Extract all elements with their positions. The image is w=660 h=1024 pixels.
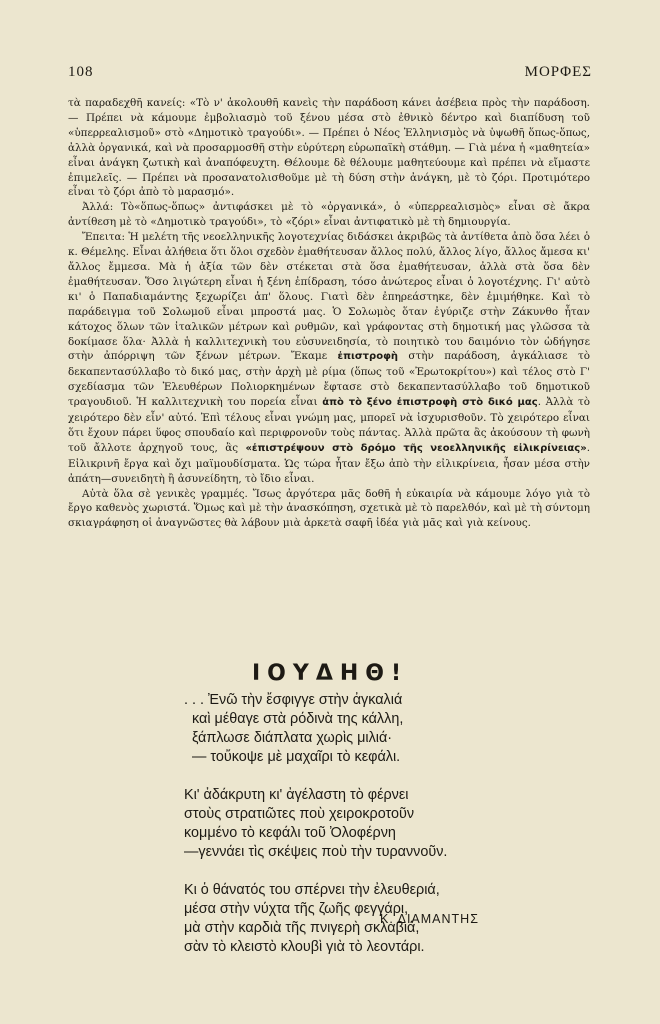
poem-line: σὰν τὸ κλειστὸ κλουβὶ γιὰ τὸ λεοντάρι. — [184, 939, 425, 955]
emphasized-text: ἐπιστροφὴ — [337, 351, 399, 363]
journal-title: ΜΟΡΦΕΣ — [524, 64, 592, 80]
article-body — [68, 96, 590, 531]
running-header — [68, 64, 592, 81]
poem-line: Κι ὁ θάνατός του σπέρνει τὴν ἐλευθεριά, — [184, 882, 440, 898]
paragraph-text: τὰ παραδεχθῆ κανείς: «Τὸ ν' ἀκολουθῆ κανεὶς τὴν παράδοση κάνει ἀσέβεια πρὸς τὴν παράδοση. — Πρέπει νὰ κάμουμε ἐμβολιασμὸ τοῦ ξένου μέσα στὸ ἐθνικὸ δέντρο καὶ διαπίδυση τοῦ «ὑπερρεαλισμοῦ» στὸ «Δημοτικὸ τραγούδι». — Πρέπει ὁ Νέος Ἑλληνισμὸς νὰ ὑψωθῆ ὅπως-ὅπως, ἀλλὰ ὀργανικά, καὶ νὰ προσαρμοσθῆ στὴν εὐρύτερη εὐρωπαϊκὴ στάθμη. — Γιὰ μένα ἡ «μαθητεία» εἶναι ἀνάγκη ζωτικὴ καὶ ἀναπόφευχτη. Θέλουμε δὲ θέλουμε μαθητεύουμε καὶ πρέπει νὰ εἴμαστε ἐπιμελεῖς. — Πρέπει νὰ προσανατολισθοῦμε μὲ τὴ δύση στὴν ἀνάγκη, μὲ τὸ ζόρι. Προτιμότερο εἶναι τὸ ζόρι ἀπὸ τὸ μαρασμό». — [68, 97, 590, 199]
poem-line: Κι' ἀδάκρυτη κι' ἀγέλαστη τὸ φέρνει — [184, 787, 409, 803]
paragraph-text: Αὐτὰ ὅλα σὲ γενικὲς γραμμές. Ἴσως ἀργότερα μᾶς δοθῆ ἡ εὐκαιρία νὰ κάμουμε λόγο γιὰ τὸ ἔργο καθενὸς χωριστά. Ὅμως καὶ μὲ τὴν ἀνασκόπηση, σχετικὰ μὲ τὸ παρελθόν, καὶ μὲ τὴ σύντομη σκιαγράφηση οἱ ἀναγνῶστες θὰ λάβουν μιὰ ἀρκετὰ σαφῆ ἰδέα γιὰ μᾶς καὶ γιὰ κείνους. — [68, 487, 590, 530]
paragraph-text: Ἔπειτα: Ἡ μελέτη τῆς νεοελληνικῆς λογοτεχνίας διδάσκει ἀκριβῶς τὰ ἀντίθετα ἀπὸ ὅσα λέει ὁ κ. Θέμελης. Εἶναι ἀλήθεια ὅτι ὅλοι σχεδὸν ἐμαθήτευσαν ἄλλος πολύ, ἄλλος λίγο, ἄλλος ἄμεσα κι' ἄλλος ἔμμεσα. Μὰ ἡ ἀξία τῶν δὲν στέκεται στὰ ὅσα ἐμαθήτευσαν, ἀλλὰ στὰ ὅσα δὲν ἐμαθήτευσαν. Ὅσο λιγώτερη εἶναι ἡ ξένη ἐπίδραση, τόσο ἀνώτερος εἶναι ὁ λογοτέχνης. Γι' αὐτὸ κι' ὁ Παπαδιαμάντης ξεχωρίζει ἀπ' ὅλους. Γιατὶ δὲν ἐπηρεάστηκε, δὲν ἐμιμήθηκε. Καὶ τὸ παράδειγμα τοῦ Σολωμοῦ εἶναι μπροστά μας. Ὁ Σολωμὸς ὅταν ἐγύριζε στὴν Ζάκυνθο ἦταν κάτοχος ὅλων τῶν ἰταλικῶν μέτρων καὶ ρυθμῶν, καὶ γράφοντας στὴ δημοτική μας γλῶσσα τὰ δοκίμασε ὅλα· Ἀλλὰ ἡ καλλιτεχνικὴ του εὐσυνειδησία, τὸ ποιητικὸ του δαιμόνιο τὸν ὡδήγησε στὴν ἀπόρριψη τῶν ξένων μέτρων. Ἔκαμε — [68, 231, 590, 363]
poem-body — [184, 691, 524, 976]
poem-line: στοὺς στρατιῶτες ποὺ χειροκροτοῦν — [184, 806, 415, 822]
article-paragraph — [68, 230, 590, 486]
poem-line: . . . Ἐνῶ τὴν ἔσφιγγε στὴν ἀγκαλιά — [184, 692, 403, 708]
poem-line: καὶ μέθαγε στὰ ρόδινὰ της κάλλη, — [192, 711, 404, 727]
paragraph-text: Ἀλλά: Τὸ«ὅπως-ὅπως» ἀντιφάσκει μὲ τὸ «ὀργανικά», ὁ «ὑπερρεαλισμὸς» εἶναι σὲ ἄκρα ἀντίθεση μὲ τὸ «Δημοτικὸ τραγούδι», τὸ «ζόρι» εἶναι ἀντιφατικὸ μὲ τὴ δημιουργία. — [68, 201, 590, 229]
poem-title: ΙΟΥΔΗΘ! — [252, 661, 408, 686]
poem-stanza — [184, 691, 524, 767]
poem-line: μὰ στὴν καρδιὰ τῆς πνιγερὴ σκλαβιά, — [184, 920, 420, 936]
poem-line: μέσα στὴν νύχτα τῆς ζωῆς φεγγάρι, — [184, 901, 409, 917]
page-number: 108 — [68, 64, 94, 80]
poem-line: κομμένο τὸ κεφάλι τοῦ Ὀλοφέρνη — [184, 825, 396, 841]
paragraph-text: . Ἀλλὰ τὸ χειρότερο δὲν εἶν' αὐτό. Ἐπὶ τέλους εἶναι γνώμη μας, μπορεῖ νὰ ἰσχυρισθοῦν. Τὸ χειρότερο εἶναι ὅτι ἔχουν πάρει ὕφος σπουδαίο καὶ περιφρονοῦν τοὺς πάντας. Ἀλλὰ πρῶτα ἂς ἀκούσουν τὴ φωνὴ τοῦ ἄλλοτε ἀρχηγοῦ τους, ἂς — [68, 396, 590, 454]
paragraph-text: . Εἰλικρινῆ ἔργα καὶ ὄχι μαϊμουδίσματα. Ὡς τώρα ἦταν ἔξω ἀπὸ τὴν εἰλικρίνεια, ἦσαν μέσα στὴν ἀπάτη—συνειδητὴ ἢ ἀσυνείδητη, τὸ ἴδιο εἶναι. — [68, 441, 590, 485]
article-paragraph — [68, 200, 590, 230]
poem-stanza — [184, 786, 524, 862]
paragraph-text: στὴν παράδοση, ἀγκάλιασε τὸ δεκαπεντασύλλαβο τὸ δικό μας, στὴν ἀρχὴ μὲ ρίμα (ὅπως τοῦ «Ἐρωτοκρίτου») καὶ τέλος στὸ Γ' σχεδίασμα τῶν Ἐλευθέρων Πολιορκημένων ἔφτασε στὸ δεκαπεντασύλλαβο τοῦ δημοτικοῦ τραγουδιοῦ. Ἡ καλλιτεχνικὴ του πορεία εἶναι — [68, 350, 590, 409]
poem-line: ξάπλωσε διάπλατα χωρὶς μιλιά· — [192, 730, 393, 746]
poem-author: Κ. ΔΙΑΜΑΝΤΗΣ — [380, 912, 479, 926]
emphasized-text: ἀπὸ τὸ ξένο ἐπιστροφὴ στὸ δικό μας — [322, 397, 538, 409]
article-paragraph — [68, 487, 590, 532]
emphasized-text: «ἐπιστρέψουν στὸ δρόμο τῆς νεοελληνικῆς εἰλικρίνειας» — [245, 442, 587, 454]
article-paragraph — [68, 96, 590, 200]
poem-line: — τοὔκοψε μὲ μαχαῖρι τὸ κεφάλι. — [192, 749, 401, 765]
poem-line: —γεννάει τὶς σκέψεις ποὺ τὴν τυραννοῦν. — [184, 844, 448, 860]
